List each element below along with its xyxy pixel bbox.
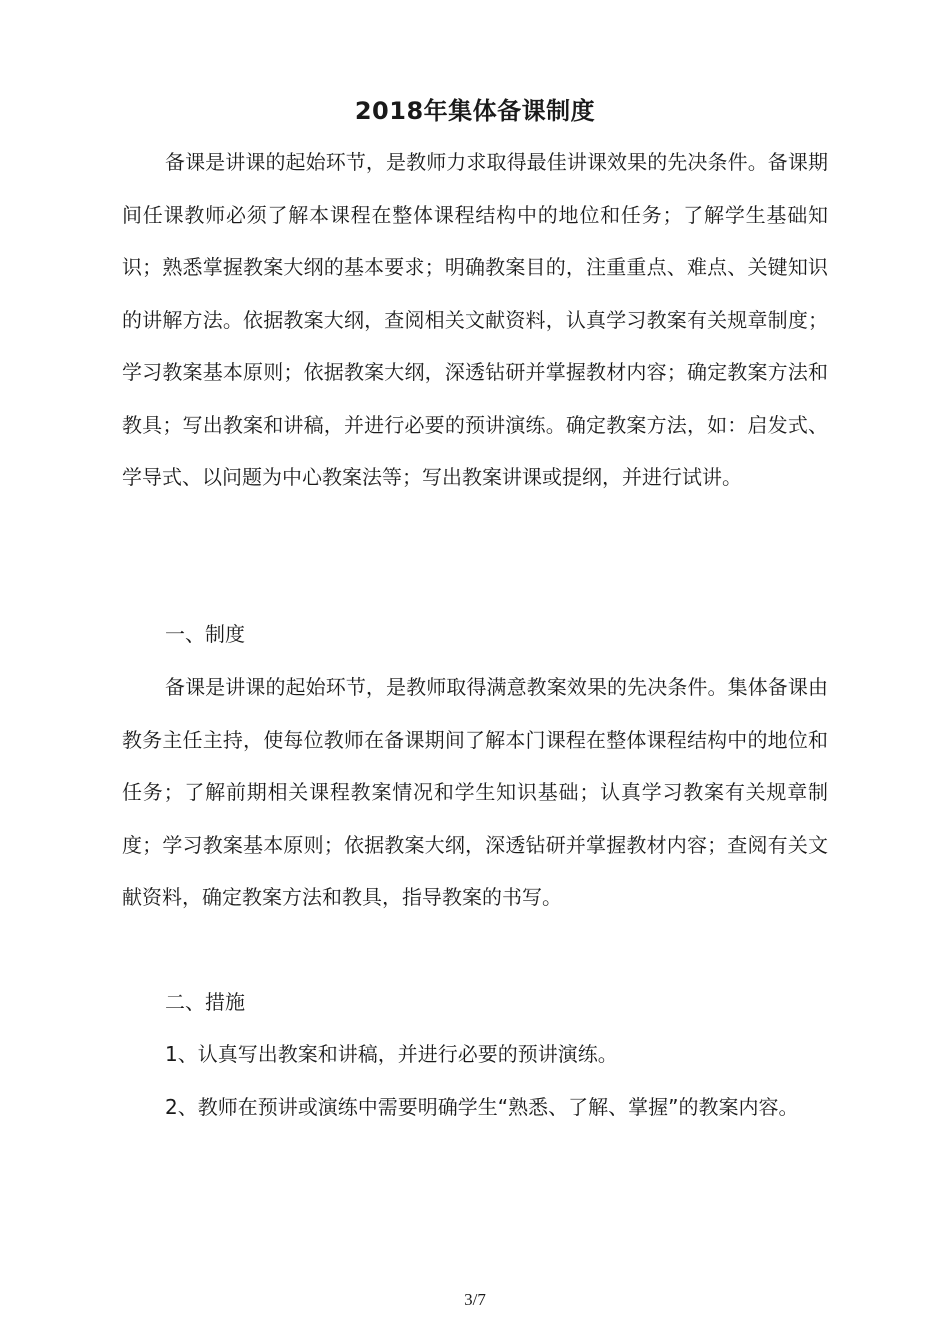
intro-paragraph: 备课是讲课的起始环节，是教师力求取得最佳讲课效果的先决条件。备课期间任课教师必须了解本课程在整体课程结构中的地位和任务；了解学生基础知识；熟悉掌握教案大纲的基本要求；明确教案目的，注重重点、难点、关键知识的讲解方法。依据教案大纲，查阅相关文献资料，认真学习教案有关规章制度；学习教案基本原则；依据教案大纲，深透钻研并掌握教材内容；确定教案方法和教具；写出教案和讲稿，并进行必要的预讲演练。确定教案方法，如：启发式、学导式、以问题为中心教案法等；写出教案讲课或提纲，并进行试讲。 (122, 150, 828, 489)
section-heading-system: 一、制度 (165, 622, 245, 646)
measure-item-2: 2、教师在预讲或演练中需要明确学生“熟悉、了解、掌握”的教案内容。 (165, 1095, 799, 1119)
system-paragraph: 备课是讲课的起始环节，是教师取得满意教案效果的先决条件。集体备课由教务主任主持，使每位教师在备课期间了解本门课程在整体课程结构中的地位和任务；了解前期相关课程教案情况和学生知识基础；认真学习教案有关规章制度；学习教案基本原则；依据教案大纲，深透钻研并掌握教材内容；查阅有关文献资料，确定教案方法和教具，指导教案的书写。 (122, 675, 828, 909)
page-title: 2018年集体备课制度 (354, 97, 596, 125)
section-heading-measures: 二、措施 (165, 990, 245, 1014)
page-number: 3/7 (464, 1290, 486, 1309)
measure-item-1: 1、认真写出教案和讲稿，并进行必要的预讲演练。 (165, 1042, 618, 1066)
